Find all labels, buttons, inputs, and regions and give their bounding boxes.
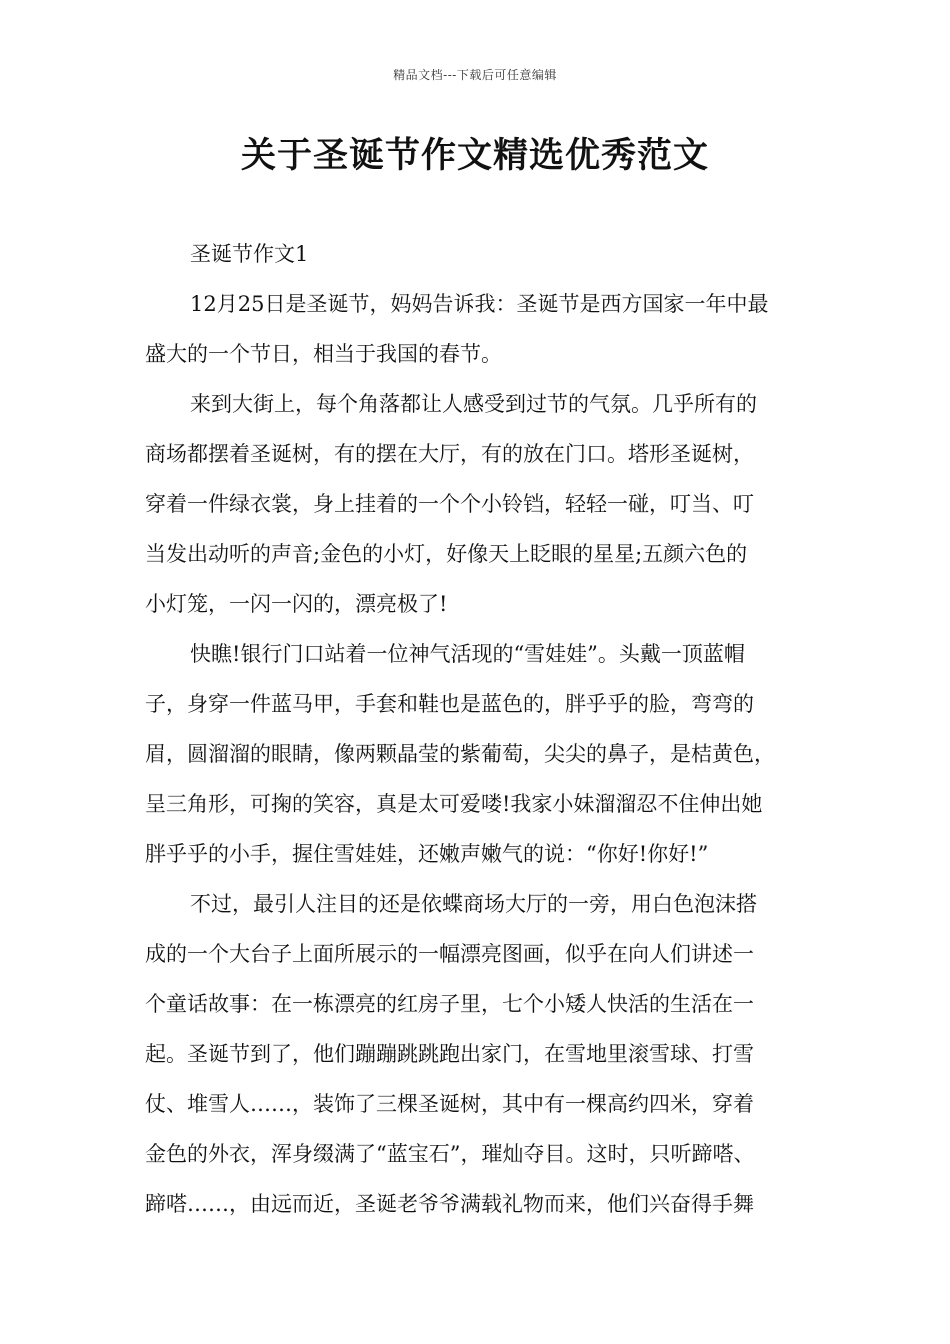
document-body [145,229,810,1229]
text-line: 穿着一件绿衣裳，身上挂着的一个个小铃铛，轻轻一碰，叮当、叮 [145,492,754,516]
page-header-note: 精品文档---下载后可任意编辑 [393,68,557,82]
text-line: 圣诞节作文1 [190,242,309,266]
text-line: 不过，最引人注目的还是依蝶商场大厅的一旁，用白色泡沫搭 [190,892,757,916]
text-line: 蹄嗒……，由远而近，圣诞老爷爷满载礼物而来，他们兴奋得手舞 [145,1192,754,1216]
text-line: 个童话故事：在一栋漂亮的红房子里，七个小矮人快活的生活在一 [145,992,754,1016]
text-line: 胖乎乎的小手，握住雪娃娃，还嫩声嫩气的说：“你好!你好!” [145,842,709,866]
text-line: 来到大街上，每个角落都让人感受到过节的气氛。几乎所有的 [190,392,757,416]
text-line: 子，身穿一件蓝马甲，手套和鞋也是蓝色的，胖乎乎的脸，弯弯的 [145,692,754,716]
text-line: 当发出动听的声音;金色的小灯，好像天上眨眼的星星;五颜六色的 [145,542,748,566]
document-title: 关于圣诞节作文精选优秀范文 [240,136,709,176]
text-line: 眉，圆溜溜的眼睛，像两颗晶莹的紫葡萄，尖尖的鼻子，是桔黄色， [145,742,775,766]
text-line: 小灯笼，一闪一闪的，漂亮极了! [145,592,448,616]
text-line: 起。圣诞节到了，他们蹦蹦跳跳跑出家门，在雪地里滚雪球、打雪 [145,1042,754,1066]
text-line: 金色的外衣，浑身缀满了“蓝宝石”，璀灿夺目。这时，只听蹄嗒、 [145,1142,755,1166]
text-line: 快瞧!银行门口站着一位神气活现的“雪娃娃”。头戴一顶蓝帽 [190,642,745,666]
text-line: 盛大的一个节日，相当于我国的春节。 [145,342,502,366]
text-line: 12月25日是圣诞节，妈妈告诉我：圣诞节是西方国家一年中最 [190,292,769,316]
text-line: 商场都摆着圣诞树，有的摆在大厅，有的放在门口。塔形圣诞树， [145,442,754,466]
text-line: 成的一个大台子上面所展示的一幅漂亮图画，似乎在向人们讲述一 [145,942,754,966]
text-line: 仗、堆雪人……，装饰了三棵圣诞树，其中有一棵高约四米，穿着 [145,1092,754,1116]
text-line: 呈三角形，可掬的笑容，真是太可爱喽!我家小妹溜溜忍不住伸出她 [145,792,763,816]
